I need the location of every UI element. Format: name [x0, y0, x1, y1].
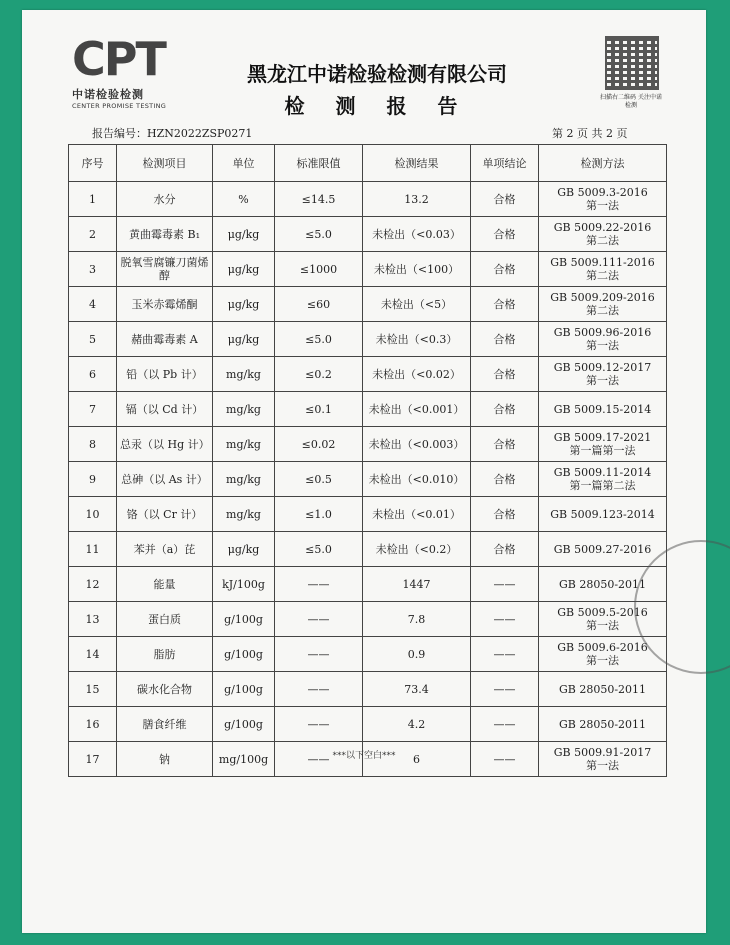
table-cell: 15 [69, 672, 117, 707]
table-cell: 未检出（<0.02） [363, 357, 471, 392]
table-cell: GB 28050-2011 [539, 707, 667, 742]
table-cell: GB 5009.96-2016 第一法 [539, 322, 667, 357]
table-cell: 水分 [117, 182, 213, 217]
table-cell: ≤0.5 [275, 462, 363, 497]
table-cell: 合格 [471, 462, 539, 497]
table-cell: GB 28050-2011 [539, 672, 667, 707]
column-header: 检测结果 [363, 145, 471, 182]
table-cell: 合格 [471, 217, 539, 252]
table-cell: —— [275, 742, 363, 777]
table-cell: —— [471, 707, 539, 742]
table-cell: 合格 [471, 182, 539, 217]
table-cell: 未检出（<0.003） [363, 427, 471, 462]
table-cell: ≤5.0 [275, 217, 363, 252]
table-cell: 4 [69, 287, 117, 322]
table-cell: 9 [69, 462, 117, 497]
table-cell: 合格 [471, 427, 539, 462]
table-cell: 未检出（<0.001） [363, 392, 471, 427]
table-row [69, 392, 667, 427]
table-cell: μg/kg [213, 322, 275, 357]
table-cell: 脂肪 [117, 637, 213, 672]
table-cell: 1447 [363, 567, 471, 602]
qr-caption: 扫描右二维码 关注中诺检测 [600, 94, 662, 109]
table-cell: mg/kg [213, 392, 275, 427]
table-cell: 0.9 [363, 637, 471, 672]
table-cell: —— [275, 637, 363, 672]
table-cell: 玉米赤霉烯酮 [117, 287, 213, 322]
column-header: 检测项目 [117, 145, 213, 182]
table-cell: 总汞（以 Hg 计） [117, 427, 213, 462]
table-cell: GB 5009.15-2014 [539, 392, 667, 427]
table-cell: —— [471, 742, 539, 777]
table-cell: ≤0.1 [275, 392, 363, 427]
table-row [69, 182, 667, 217]
table-cell: GB 5009.5-2016 第一法 [539, 602, 667, 637]
column-header: 检测方法 [539, 145, 667, 182]
table-cell: —— [275, 707, 363, 742]
table-cell: GB 5009.17-2021 第一篇第一法 [539, 427, 667, 462]
table-cell: ≤5.0 [275, 532, 363, 567]
table-cell: 合格 [471, 252, 539, 287]
table-cell: 73.4 [363, 672, 471, 707]
table-cell: 4.2 [363, 707, 471, 742]
table-cell: —— [471, 602, 539, 637]
table-cell: 16 [69, 707, 117, 742]
table-cell: GB 5009.3-2016 第一法 [539, 182, 667, 217]
table-cell: 未检出（<0.3） [363, 322, 471, 357]
table-cell: 未检出（<5） [363, 287, 471, 322]
table-row [69, 252, 667, 287]
table-cell: ≤1.0 [275, 497, 363, 532]
table-cell: —— [471, 672, 539, 707]
table-cell: 6 [69, 357, 117, 392]
table-cell: g/100g [213, 707, 275, 742]
table-cell: 合格 [471, 532, 539, 567]
table-cell: —— [275, 672, 363, 707]
table-cell: 未检出（<0.010） [363, 462, 471, 497]
table-cell: 11 [69, 532, 117, 567]
table-row [69, 637, 667, 672]
company-name: 黑龙江中诺检验检测有限公司 [247, 62, 507, 86]
table-cell: GB 5009.6-2016 第一法 [539, 637, 667, 672]
table-row [69, 672, 667, 707]
table-cell: % [213, 182, 275, 217]
table-row [69, 322, 667, 357]
column-header: 单项结论 [471, 145, 539, 182]
table-row [69, 357, 667, 392]
table-cell: 合格 [471, 322, 539, 357]
table-cell: 13.2 [363, 182, 471, 217]
test-results-table [68, 144, 667, 777]
table-cell: 7 [69, 392, 117, 427]
table-cell: 蛋白质 [117, 602, 213, 637]
table-cell: —— [471, 567, 539, 602]
table-row [69, 462, 667, 497]
table-cell: 铅（以 Pb 计） [117, 357, 213, 392]
table-cell: μg/kg [213, 287, 275, 322]
table-cell: 未检出（<0.2） [363, 532, 471, 567]
qr-code-icon [605, 36, 659, 90]
column-header: 单位 [213, 145, 275, 182]
table-cell: 合格 [471, 357, 539, 392]
table-cell: 膳食纤维 [117, 707, 213, 742]
table-row [69, 497, 667, 532]
table-cell: 合格 [471, 287, 539, 322]
table-cell: GB 5009.209-2016 第二法 [539, 287, 667, 322]
table-cell: 17 [69, 742, 117, 777]
table-cell: GB 5009.11-2014 第一篇第二法 [539, 462, 667, 497]
table-cell: GB 5009.12-2017 第一法 [539, 357, 667, 392]
table-cell: kJ/100g [213, 567, 275, 602]
table-cell: g/100g [213, 602, 275, 637]
table-cell: 未检出（<0.01） [363, 497, 471, 532]
table-cell: 3 [69, 252, 117, 287]
table-cell: mg/100g [213, 742, 275, 777]
table-cell: GB 5009.111-2016 第二法 [539, 252, 667, 287]
table-cell: ≤14.5 [275, 182, 363, 217]
table-body [69, 182, 667, 777]
table-cell: ≤5.0 [275, 322, 363, 357]
table-cell: 镉（以 Cd 计） [117, 392, 213, 427]
table-cell: 铬（以 Cr 计） [117, 497, 213, 532]
report-page [22, 10, 706, 933]
table-cell: 总砷（以 As 计） [117, 462, 213, 497]
table-cell: ≤0.2 [275, 357, 363, 392]
table-cell: 赭曲霉毒素 A [117, 322, 213, 357]
table-cell: 钠 [117, 742, 213, 777]
table-cell: 合格 [471, 392, 539, 427]
table-cell: 12 [69, 567, 117, 602]
table-cell: 未检出（<0.03） [363, 217, 471, 252]
table-cell: —— [471, 637, 539, 672]
table-cell: 5 [69, 322, 117, 357]
table-cell: GB 5009.22-2016 第二法 [539, 217, 667, 252]
company-logo [72, 32, 212, 110]
blank-below-note: ***以下空白*** [332, 751, 396, 761]
table-cell: 2 [69, 217, 117, 252]
table-cell: 黄曲霉毒素 B₁ [117, 217, 213, 252]
table-cell: GB 28050-2011 [539, 567, 667, 602]
report-number: 报告编号：HZN2022ZSP0271 [92, 127, 253, 140]
logo-chinese-name: 中诺检验检测 [72, 88, 144, 101]
column-header: 标准限值 [275, 145, 363, 182]
table-cell: 6 [363, 742, 471, 777]
table-cell: 8 [69, 427, 117, 462]
table-cell: GB 5009.91-2017 第一法 [539, 742, 667, 777]
page-number: 第 2 页 共 2 页 [552, 127, 628, 140]
table-cell: g/100g [213, 672, 275, 707]
table-cell: GB 5009.27-2016 [539, 532, 667, 567]
logo-english-name: CENTER PROMISE TESTING [72, 102, 167, 110]
table-cell: 碳水化合物 [117, 672, 213, 707]
table-cell: mg/kg [213, 357, 275, 392]
table-cell: μg/kg [213, 217, 275, 252]
table-cell: ≤1000 [275, 252, 363, 287]
table-cell: 脱氧雪腐镰刀菌烯醇 [117, 252, 213, 287]
table-header-row [69, 145, 667, 182]
table-row [69, 217, 667, 252]
table-cell: g/100g [213, 637, 275, 672]
table-cell: 未检出（<100） [363, 252, 471, 287]
table-cell: —— [275, 602, 363, 637]
table-cell: 10 [69, 497, 117, 532]
table-cell: μg/kg [213, 532, 275, 567]
table-cell: 14 [69, 637, 117, 672]
table-cell: 合格 [471, 497, 539, 532]
report-title: 检 测 报 告 [284, 94, 470, 118]
table-row [69, 287, 667, 322]
table-cell: mg/kg [213, 462, 275, 497]
table-cell: mg/kg [213, 427, 275, 462]
table-row [69, 427, 667, 462]
table-row [69, 567, 667, 602]
table-cell: GB 5009.123-2014 [539, 497, 667, 532]
table-row [69, 707, 667, 742]
table-row [69, 602, 667, 637]
logo-mark: CPT [72, 32, 165, 86]
table-cell: 13 [69, 602, 117, 637]
table-cell: 1 [69, 182, 117, 217]
table-cell: mg/kg [213, 497, 275, 532]
table-row [69, 532, 667, 567]
table-cell: ≤0.02 [275, 427, 363, 462]
table-cell: ≤60 [275, 287, 363, 322]
table-cell: 苯并（a）芘 [117, 532, 213, 567]
table-cell: μg/kg [213, 252, 275, 287]
column-header: 序号 [69, 145, 117, 182]
table-cell: —— [275, 567, 363, 602]
table-cell: 7.8 [363, 602, 471, 637]
table-cell: 能量 [117, 567, 213, 602]
